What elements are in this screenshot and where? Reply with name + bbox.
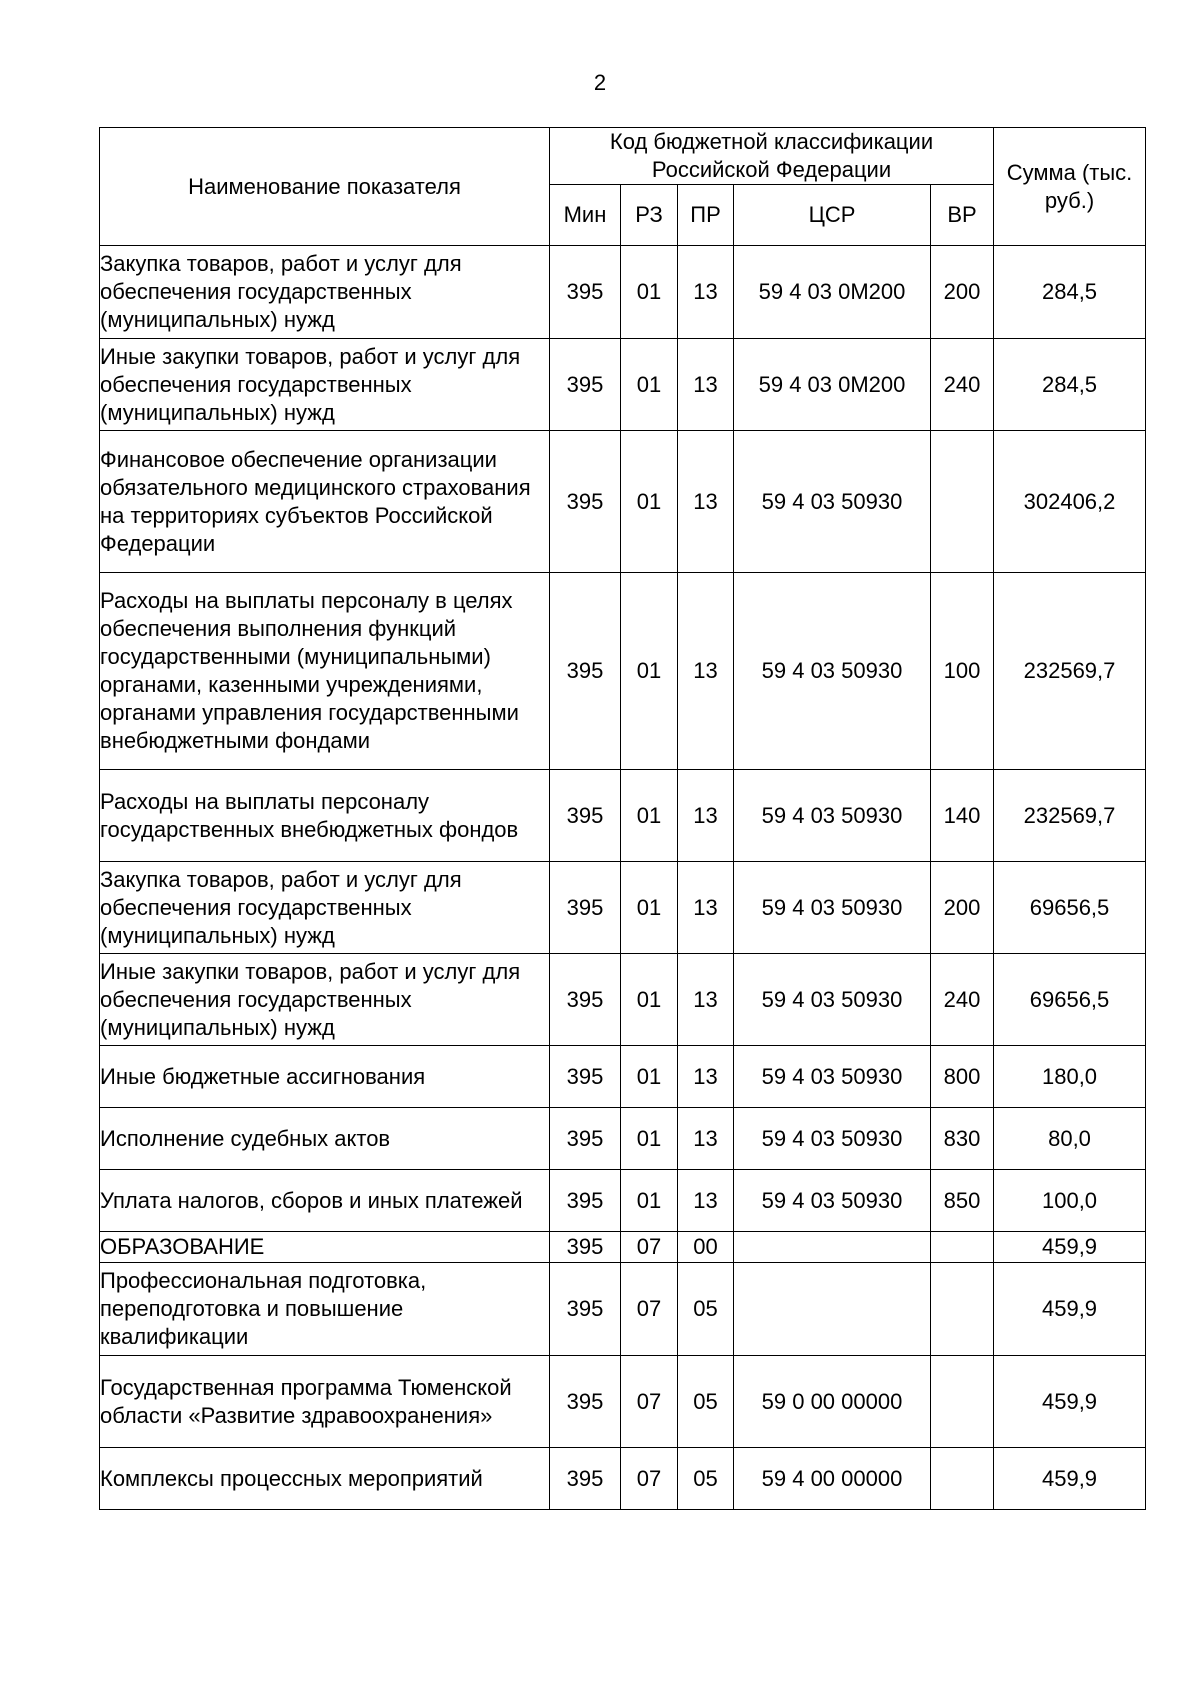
table-body (100, 246, 1146, 1510)
header-sum: Сумма (тыс. руб.) (994, 128, 1146, 246)
cell-pr: 13 (678, 573, 734, 770)
cell-vr: 200 (931, 862, 994, 954)
cell-name: Уплата налогов, сборов и иных платежей (100, 1170, 550, 1232)
table-row (100, 431, 1146, 573)
cell-name: Иные закупки товаров, работ и услуг для обеспечения государственных (муниципальных) нужд (100, 339, 550, 431)
table-header (100, 128, 1146, 246)
header-rz: РЗ (621, 185, 678, 246)
cell-sum: 459,9 (994, 1356, 1146, 1448)
cell-name: Исполнение судебных актов (100, 1108, 550, 1170)
cell-pr: 13 (678, 770, 734, 862)
cell-pr: 13 (678, 246, 734, 339)
cell-pr: 13 (678, 431, 734, 573)
cell-min: 395 (550, 770, 621, 862)
cell-rz: 01 (621, 339, 678, 431)
table-row (100, 1448, 1146, 1510)
cell-csr (734, 1232, 931, 1263)
cell-name: ОБРАЗОВАНИЕ (100, 1232, 550, 1263)
cell-min: 395 (550, 431, 621, 573)
cell-pr: 05 (678, 1263, 734, 1356)
table-row (100, 862, 1146, 954)
cell-sum: 232569,7 (994, 770, 1146, 862)
page-number: 2 (593, 70, 607, 95)
cell-vr (931, 1448, 994, 1510)
cell-rz: 07 (621, 1448, 678, 1510)
header-code-group: Код бюджетной классификации Российской Федерации (550, 128, 994, 185)
cell-pr: 00 (678, 1232, 734, 1263)
cell-csr: 59 4 03 50930 (734, 431, 931, 573)
cell-pr: 13 (678, 1170, 734, 1232)
cell-sum: 100,0 (994, 1170, 1146, 1232)
cell-vr (931, 1356, 994, 1448)
cell-sum: 180,0 (994, 1046, 1146, 1108)
cell-vr (931, 1232, 994, 1263)
cell-csr: 59 4 03 50930 (734, 1108, 931, 1170)
cell-min: 395 (550, 339, 621, 431)
cell-sum: 69656,5 (994, 862, 1146, 954)
cell-csr: 59 4 03 50930 (734, 1046, 931, 1108)
cell-rz: 07 (621, 1232, 678, 1263)
cell-vr (931, 1263, 994, 1356)
cell-rz: 01 (621, 431, 678, 573)
cell-csr: 59 4 03 50930 (734, 573, 931, 770)
cell-rz: 01 (621, 573, 678, 770)
cell-min: 395 (550, 1046, 621, 1108)
cell-pr: 05 (678, 1356, 734, 1448)
cell-csr: 59 4 03 50930 (734, 770, 931, 862)
cell-name: Профессиональная подготовка, переподготовка и повышение квалификации (100, 1263, 550, 1356)
cell-min: 395 (550, 1263, 621, 1356)
table-row (100, 246, 1146, 339)
cell-vr: 240 (931, 339, 994, 431)
cell-min: 395 (550, 954, 621, 1046)
cell-rz: 01 (621, 770, 678, 862)
cell-sum: 459,9 (994, 1263, 1146, 1356)
cell-min: 395 (550, 1356, 621, 1448)
cell-min: 395 (550, 1170, 621, 1232)
budget-table (99, 127, 1146, 1510)
cell-rz: 01 (621, 246, 678, 339)
table-row (100, 1263, 1146, 1356)
cell-vr: 800 (931, 1046, 994, 1108)
cell-name: Иные бюджетные ассигнования (100, 1046, 550, 1108)
header-vr: ВР (931, 185, 994, 246)
cell-csr: 59 4 03 50930 (734, 954, 931, 1046)
cell-vr: 200 (931, 246, 994, 339)
table-row (100, 1046, 1146, 1108)
cell-csr: 59 4 03 50930 (734, 1170, 931, 1232)
cell-min: 395 (550, 1232, 621, 1263)
cell-rz: 07 (621, 1356, 678, 1448)
cell-vr: 830 (931, 1108, 994, 1170)
cell-csr: 59 4 00 00000 (734, 1448, 931, 1510)
cell-csr: 59 4 03 0М200 (734, 246, 931, 339)
cell-sum: 459,9 (994, 1232, 1146, 1263)
cell-csr: 59 0 00 00000 (734, 1356, 931, 1448)
cell-pr: 13 (678, 862, 734, 954)
table-row (100, 770, 1146, 862)
cell-sum: 284,5 (994, 339, 1146, 431)
cell-min: 395 (550, 862, 621, 954)
table-row (100, 573, 1146, 770)
table-row (100, 339, 1146, 431)
header-name: Наименование показателя (100, 128, 550, 246)
cell-min: 395 (550, 246, 621, 339)
cell-pr: 13 (678, 954, 734, 1046)
cell-csr (734, 1263, 931, 1356)
cell-name: Государственная программа Тюменской области «Развитие здравоохранения» (100, 1356, 550, 1448)
cell-min: 395 (550, 1448, 621, 1510)
cell-vr: 140 (931, 770, 994, 862)
cell-vr (931, 431, 994, 573)
header-pr: ПР (678, 185, 734, 246)
header-min: Мин (550, 185, 621, 246)
cell-sum: 302406,2 (994, 431, 1146, 573)
table-row (100, 1170, 1146, 1232)
table-row (100, 1356, 1146, 1448)
cell-name: Комплексы процессных мероприятий (100, 1448, 550, 1510)
cell-name: Расходы на выплаты персоналу государственных внебюджетных фондов (100, 770, 550, 862)
table-row (100, 1108, 1146, 1170)
cell-sum: 284,5 (994, 246, 1146, 339)
cell-sum: 459,9 (994, 1448, 1146, 1510)
cell-rz: 01 (621, 954, 678, 1046)
cell-rz: 01 (621, 862, 678, 954)
cell-name: Закупка товаров, работ и услуг для обеспечения государственных (муниципальных) нужд (100, 246, 550, 339)
cell-csr: 59 4 03 50930 (734, 862, 931, 954)
cell-rz: 01 (621, 1170, 678, 1232)
cell-min: 395 (550, 1108, 621, 1170)
cell-pr: 13 (678, 1108, 734, 1170)
cell-rz: 01 (621, 1046, 678, 1108)
cell-name: Расходы на выплаты персоналу в целях обеспечения выполнения функций государственными (муниципальными) органами, казенными учреждениями, органами управления государственными внебюджетными фондами (100, 573, 550, 770)
table-row (100, 954, 1146, 1046)
header-csr: ЦСР (734, 185, 931, 246)
cell-sum: 232569,7 (994, 573, 1146, 770)
cell-pr: 13 (678, 339, 734, 431)
cell-name: Финансовое обеспечение организации обязательного медицинского страхования на территориях субъектов Российской Федерации (100, 431, 550, 573)
cell-rz: 01 (621, 1108, 678, 1170)
cell-min: 395 (550, 573, 621, 770)
cell-vr: 240 (931, 954, 994, 1046)
cell-sum: 80,0 (994, 1108, 1146, 1170)
cell-csr: 59 4 03 0М200 (734, 339, 931, 431)
table-row (100, 1232, 1146, 1263)
cell-name: Закупка товаров, работ и услуг для обеспечения государственных (муниципальных) нужд (100, 862, 550, 954)
cell-vr: 850 (931, 1170, 994, 1232)
cell-pr: 05 (678, 1448, 734, 1510)
cell-vr: 100 (931, 573, 994, 770)
cell-name: Иные закупки товаров, работ и услуг для обеспечения государственных (муниципальных) нужд (100, 954, 550, 1046)
cell-sum: 69656,5 (994, 954, 1146, 1046)
cell-rz: 07 (621, 1263, 678, 1356)
cell-pr: 13 (678, 1046, 734, 1108)
